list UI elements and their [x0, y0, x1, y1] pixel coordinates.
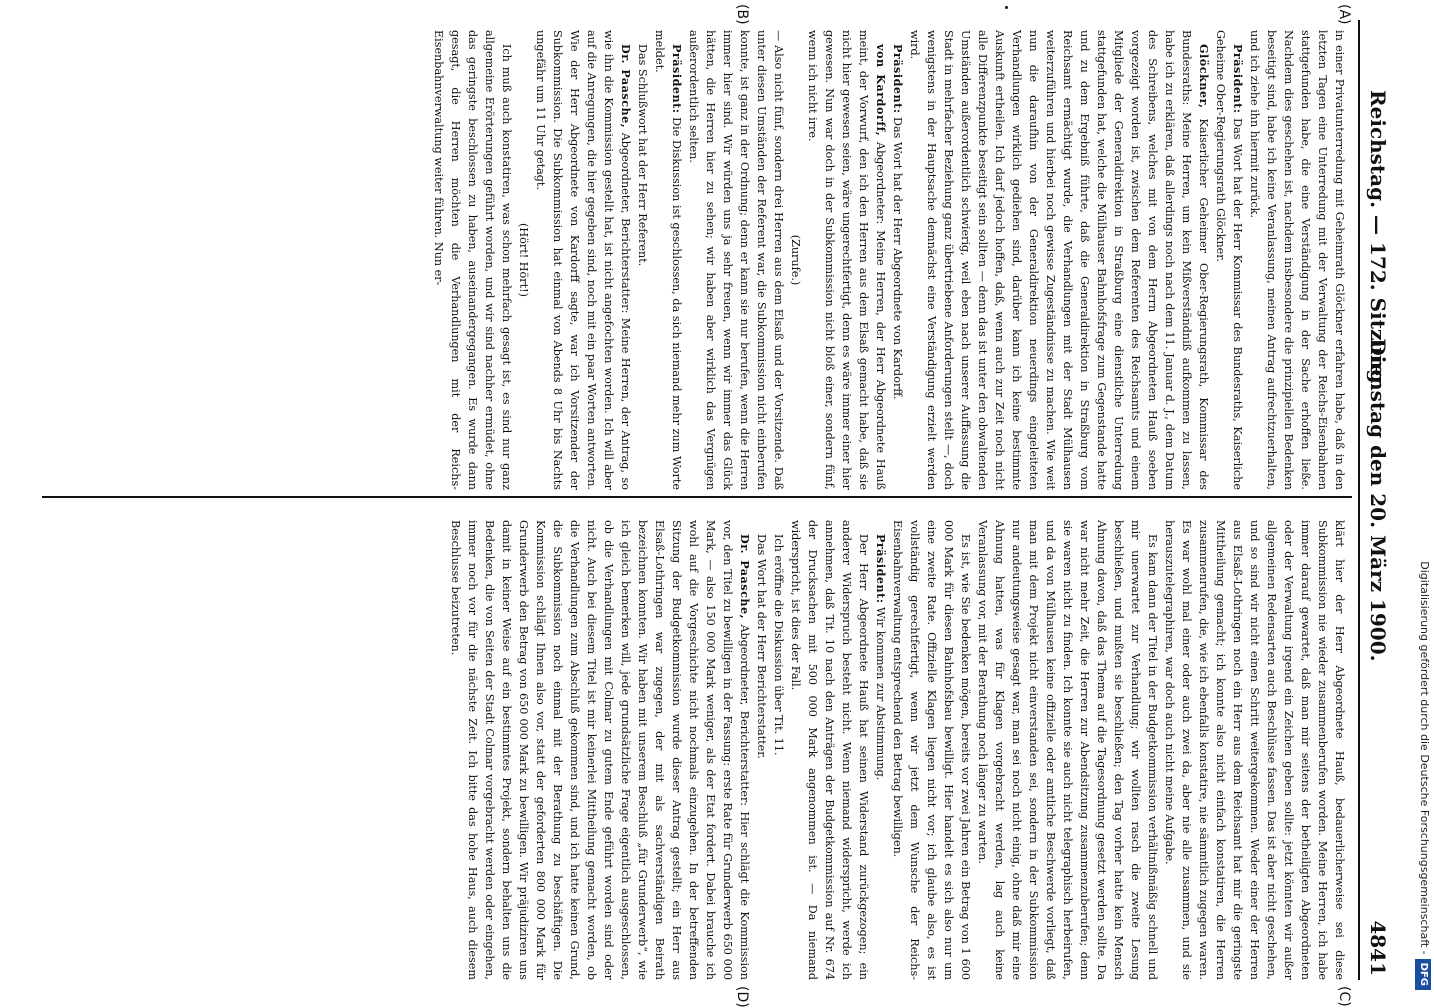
dfg-logo: DFG	[1415, 959, 1431, 990]
paragraph-text: Abgeordneter, Berichterstatter: Hier schlägt die Kommission vor, den Titel zu bewilligen in der Fassung: erste Rate für Grunderwerb 650 000 Mark, — also 150 000 Mark weniger, als der Etat fordert. Dabei brauche ich wohl auf die Vorgeschichte nicht nochmals einzugehen. In der betreffenden Sitzung der Budgetkommission wurde dieser Antrag gestellt; ein Herr aus Elsaß-Lothringen war zugegen, der mit als sachverständigen Beirath bezeichnen konnten. Wir haben mit unserem Beschluß „für Grunderwerb“, wie ich gleich bemerken will, jede grundsätzliche Frage eigentlich ausgeschlossen, ob die Verhandlungen mit Colmar zu gutem Ende geführt worden sind oder nicht. Auch bei diesem Titel ist mir keinerlei Mittheilung gemacht worden, ob die Verhandlungen zum Abschluß gekommen sind, und ich hatte keinen Grund, die Subkommission noch einmal mit der Berathung zu beschäftigen. Die Kommission schlägt Ihnen also vor, statt der geforderten 800 000 Mark für Grunderwerb den Betrag von 650 000 Mark zu bewilligen. Wir präjudiziren uns damit in keiner Weise auf ein bestimmtes Projekt, sondern behalten uns die Bedenken, die von Seiten der Stadt Colmar vorgebracht werden oder eingehen, immer noch vor für die nächste Zeit. Ich bitte das hohe Haus, auch diesem Beschlusse beizutreten.	[449, 520, 751, 980]
paragraph-text: Kaiserlicher Geheimer Ober-Regierungsrath, Kommissar des Bundesraths: Meine Herren, um kein Mißverständniß aufkommen zu lassen, habe ich zu erklären, daß allerdings noch nach dem 11. Januar d. J., dem Datum des Schreibens, welches mit von dem Herrn Abgeordneten Hauß soeben vorgezeigt worden ist, zwischen dem Referenten des Reichsamts und einem Mitgliede der Generaldirektion in Straßburg eine dienstliche Unterredung stattgefunden hat, welche die Mülhauser Bahnhofsfrage zum Gegenstande hatte und zu dem Ergebniß führte, daß die Generaldirektion in Straßburg vom Reichsamt ermächtigt wurde, die Verhandlungen mit der Stadt Mülhausen weiterzuführen und hierbei noch gewisse Zugeständnisse zu machen. Wie weit nun die daraufhin von der Generaldirektion neuerdings eingeleiteten Verhandlungen wirklich gediehen sind, darüber kann ich keine bestimmte Auskunft ertheilen. Ich darf jedoch hoffen, daß, wenn auch zur Zeit noch nicht alle Differenzpunkte beseitigt sein sollten — denn das ist unter den obwaltenden Umständen außerordentlich schwierig, weil eben nach unserer Auffassung die Stadt in mehrfacher Beziehung ganz übertriebene Anforderungen stellt —, doch wenigstens in der Hauptsache demnächst eine Verständigung erzielt werden wird.	[908, 30, 1210, 490]
paragraph	[804, 30, 889, 490]
paragraph	[787, 520, 872, 980]
paragraph	[1246, 30, 1348, 490]
paragraph-text: Das Wort hat der Herr Kommissar des Bundesraths, Kaiserliche Geheime Ober-Regierungsrath Glöckner.	[1214, 30, 1244, 490]
paragraph	[906, 30, 1212, 490]
paragraph-text: Das Wort hat der Herr Abgeordnete von Kardorff.	[891, 113, 904, 400]
paragraph	[1161, 520, 1348, 980]
left-column	[48, 30, 1348, 490]
paragraph	[651, 30, 685, 490]
speaker-name: Präsident:	[1231, 44, 1245, 114]
speaker-name: Dr. Paasche,	[619, 44, 633, 129]
paragraph-text: Abgeordneter, Berichterstatter: Meine Herren, der Antrag, so wie ihn die Kommission gestellt hat, ist nicht angefochten worden. Ich will aber auf die Anregungen, die hier gegeben sind, noch mit ein paar Worten antworten. Wie der Herr Abgeordnete von Kardorff sagte, war ich Vorsitzender der Subkommission. Die Subkommission hat einmal von Abends 8 Uhr bis Nachts ungefähr um 11 Uhr getagt.	[534, 30, 632, 490]
header-left: Reichstag. — 172. Sitzung.	[1366, 90, 1390, 391]
paragraph-text: Es kam dann der Titel in der Budgetkommission verhältnißmäßig schnell und mir unerwartet zur Verhandlung; wir wollten rasch die zweite Lesung beschließen, und mußten sie beschließen; den Tag vorher hatte kein Mensch Ahnung davon, daß das Thema auf die Tagesordnung gesetzt werden sollte. Da war nicht mehr Zeit, die Herren zur Abendsitzung zusammenzuberufen; denn sie waren nicht zu finden. Ich konnte sie auch nicht telegraphisch herbeirufen, und da von Mülhausen keine offizielle oder amtliche Beschwerde vorliegt, daß man mit dem Projekt nicht einverstanden sei, sondern in der Subkommission nur andeutungsweise gesagt war, man sei noch nicht einig, ohne daß mir eine Ahnung hatten, was für Klagen vorgebracht werden, lag auch keine Veranlassung vor, mit der Berathung noch länger zu warten.	[976, 520, 1159, 980]
speaker-name: Präsident:	[874, 534, 888, 604]
paragraph	[685, 30, 787, 490]
paragraph-text: Ich eröffne die Diskussion über Tit. 11.	[772, 534, 785, 756]
speaker-name: Präsident:	[670, 44, 684, 114]
paragraph-text: Das Wort hat der Herr Berichterstatter.	[755, 534, 768, 759]
paragraph-text: Wir kommen zur Abstimmung.	[874, 603, 887, 781]
marker-d: (D)	[734, 986, 750, 1008]
paragraph-text: klärt hier der Herr Abgeordnete Hauß, bedauerlicherweise sei diese Subkommission nie wieder zusammenberufen worden. Meine Herren, ich habe immer darauf gewartet, daß man mir seitens der betheiligten Abgeordneten oder der Verwaltung irgend ein Zeichen geben sollte: jetzt könnten wir außer allgemeinen Redensarten auch Beschlüsse fassen. Das ist aber nicht geschehen, und so sind wir nicht einen Schritt weitergekommen. Weder einer der Herren aus Elsaß-Lothringen noch ein Herr aus dem Reichsamt hat mir die geringste Mittheilung gemacht; ich konnte also nicht einfach konstatiren, die Herren zusammenrufen, die, wie ich ebenfalls konstatire, nie sämmtlich zugegen waren. Es war wohl mal einer oder auch zwei da, aber nie alle zusammen, und sie herauszutelegraphiren, war doch auch nicht meine Aufgabe.	[1163, 520, 1346, 980]
paragraph-text: Es ist, wie Sie bedenken mögen, bereits vor zwei Jahren ein Betrag von 1 600 000 Mark für diesen Bahnhofsbau bewilligt. Hier handelt es sich also nur um eine zweite Rate. Offizielle Klagen liegen nicht vor; ich glaube also, es ist vollständig gerechtfertigt, wenn wir jetzt dem Wunsche der Reichs-Eisenbahnverwaltung entsprechend den Betrag bewilligen.	[891, 520, 972, 980]
paragraph-text: — Also nicht fünf, sondern drei Herren aus dem Elsaß und der Vorsitzende. Daß unter diesen Umständen der Referent war, die Subkommission nicht einberufen konnte, ist ganz in der Ordnung; denn er kann sie nur berufen, wenn die Herren immer hier sind. Wir würden uns ja sehr freuen, wenn wir immer das Glück hätten, die Herren hier zu sehen; wir haben aber wirklich das Vergnügen außerordentlich selten.	[687, 30, 785, 490]
digitization-credit	[1418, 10, 1434, 990]
right-column	[48, 520, 1348, 980]
margin-dot	[1005, 6, 1008, 9]
paragraph	[787, 30, 804, 490]
paragraph	[872, 520, 889, 980]
column-divider	[42, 496, 1352, 498]
credit-text: Digitalisierung gefördert durch die Deutsche Forschungsgemeinschaft -	[1418, 561, 1431, 955]
marker-a: (A)	[1336, 4, 1352, 25]
marker-b: (B)	[734, 4, 750, 25]
paragraph-text: Abgeordneter: Meine Herren, der Herr Abgeordnete Hauß meint, der Vorwurf, den ich den Herren aus dem Elsaß gemacht habe, daß sie nicht hier gewesen seien, wäre ungerechtfertigt, denn es wäre immer einer hier gewesen. Nun war doch in der Subkommission nicht bloß einer, sondern fünf, wenn ich nicht irre.	[806, 30, 887, 490]
paragraph	[447, 520, 753, 980]
paragraph	[1212, 30, 1246, 490]
paragraph	[770, 520, 787, 980]
header-date: Dienstag den 20. März 1900.	[1366, 338, 1390, 662]
paragraph	[974, 520, 1161, 980]
paragraph-text: (Hört! Hört!)	[517, 223, 530, 297]
paragraph	[430, 30, 515, 490]
speaker-name: Präsident:	[891, 44, 905, 114]
paragraph	[889, 30, 906, 490]
paragraph	[889, 520, 974, 980]
paragraph-text: Die Diskussion ist geschlossen, da sich niemand mehr zum Worte meldet.	[653, 30, 683, 490]
paragraph	[634, 30, 651, 490]
paragraph-text: (Zurufe.)	[789, 234, 802, 286]
page-header	[1358, 20, 1394, 980]
paragraph	[532, 30, 634, 490]
speaker-name: Dr. Paasche,	[738, 534, 752, 620]
paragraph-text: Das Schlußwort hat der Herr Referent.	[636, 44, 649, 267]
paragraph	[753, 520, 770, 980]
marker-c: (C)	[1336, 986, 1352, 1007]
paragraph-text: Der Herr Abgeordnete Hauß hat seinen Widerstand zurückgezogen; ein anderer Widerspruch besteht nicht. Wenn niemand widerspricht, werde ich annehmen, daß Tit. 10 nach den Anträgen der Budgetkommission auf Nr. 674 der Drucksachen mit 500 000 Mark angenommen ist. — Da niemand widerspricht, ist dies der Fall.	[789, 520, 870, 980]
paragraph-text: in einer Privatunterredung mit Geheimrath Glöckner erfahren habe, daß in den letzten Tagen eine Unterredung mit der Verwaltung der Reichs-Eisenbahnen stattgefunden habe, die eine Verständigung in der Sache erhoffen ließe. Nachdem dies geschehen ist, nachdem insbesondere die prinzipiellen Bedenken beseitigt sind, habe ich keine Veranlassung, meinen Antrag aufrechtzuerhalten, und ich ziehe ihn hiermit zurück.	[1248, 30, 1346, 490]
page-number: 4841	[1366, 920, 1390, 976]
speaker-name: Glöckner,	[1197, 44, 1211, 109]
paragraph-text: Ich muß auch konstatiren, was schon mehrfach gesagt ist, es sind nur ganz allgemeine Erörterungen geführt worden, und wir sind nachher ermüdet, ohne das geringste beschlossen zu haben, auseinandergegangen. Es wurde dann gesagt, die Herren möchten die Verhandlungen mit der Reichs-Eisenbahnverwaltung weiter führen. Nun er-	[432, 30, 513, 490]
paragraph	[515, 30, 532, 490]
speaker-name: von Kardorff,	[874, 44, 888, 137]
